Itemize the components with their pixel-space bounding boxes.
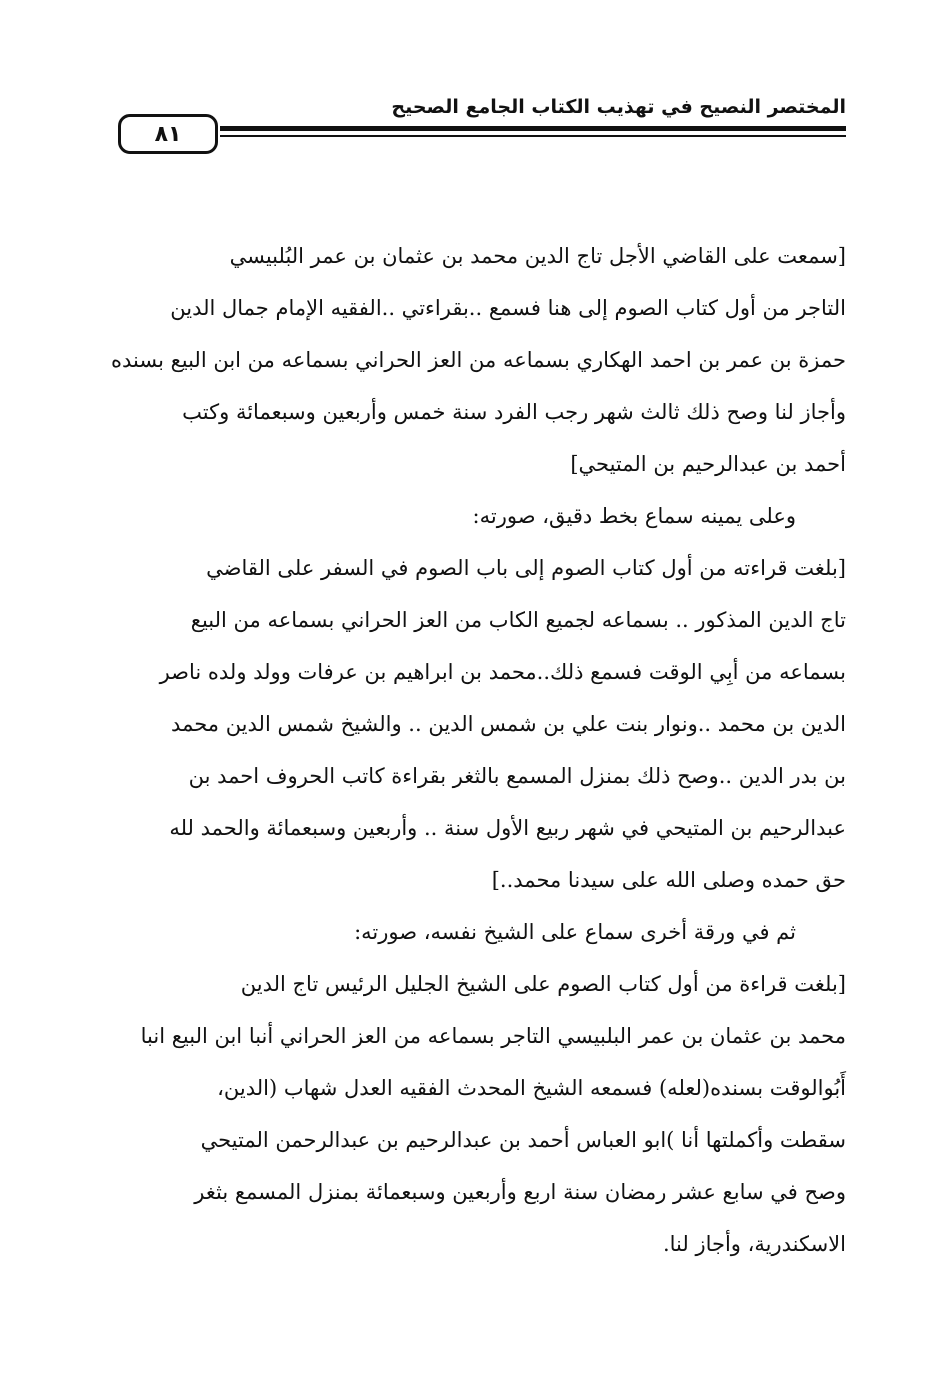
text-line: تاج الدين المذكور .. بسماعه لجميع الكاب من العز الحراني بسماعه من البيع — [190, 608, 846, 632]
page-number-box — [118, 114, 218, 154]
text-line: حق حمده وصلى الله على سيدنا محمد..] — [491, 868, 846, 892]
text-line: سقطت وأكملتها أنا )ابو العباس أحمد بن عبدالرحيم بن عبدالرحمن المتيحي — [200, 1128, 846, 1152]
text-line: أحمد بن عبدالرحيم بن المتيحي] — [570, 452, 846, 476]
page-body — [110, 230, 846, 1270]
text-line: التاجر من أول كتاب الصوم إلى هنا فسمع ..بقراءتي ..الفقيه الإمام جمال الدين — [170, 296, 846, 320]
page-header — [114, 96, 846, 166]
text-line: الاسكندرية، وأجاز لنا. — [662, 1232, 846, 1256]
text-line: وصح في سابع عشر رمضان سنة اربع وأربعين وسبعمائة بمنزل المسمع بثغر — [194, 1180, 846, 1204]
text-line: [بلغت قراءة من أول كتاب الصوم على الشيخ الجليل الرئيس تاج الدين — [240, 972, 846, 996]
text-line: عبدالرحيم بن المتيحي في شهر ربيع الأول سنة .. وأربعين وسبعمائة والحمد لله — [169, 816, 846, 840]
text-line: وعلى يمينه سماع بخط دقيق، صورته: — [472, 504, 796, 528]
text-line: ثم في ورقة أخرى سماع على الشيخ نفسه، صورته: — [354, 920, 796, 944]
text-line: بسماعه من أبِي الوقت فسمع ذلك..محمد بن ابراهيم بن عرفات وولد ولده ناصر — [159, 660, 846, 684]
text-line: [سمعت على القاضي الأجل تاج الدين محمد بن عثمان بن عمر البُلبيسي — [229, 244, 846, 268]
text-line: بن بدر الدين ..وصح ذلك بمنزل المسمع بالثغر بقراءة كاتب الحروف احمد بن — [188, 764, 846, 788]
text-line: وأجاز لنا وصح ذلك ثالث شهر رجب الفرد سنة خمس وأربعين وسبعمائة وكتب — [182, 400, 846, 424]
header-rule-thick — [220, 126, 846, 131]
text-line: الدين بن محمد ..ونوار بنت علي بن شمس الدين .. والشيخ شمس الدين محمد — [171, 712, 846, 736]
page-number: ٨١ — [154, 121, 182, 147]
text-line: [بلغت قراءته من أول كتاب الصوم إلى باب الصوم في السفر على القاضي — [206, 556, 846, 580]
book-title: المختصر النصيح في تهذيب الكتاب الجامع الصحيح — [391, 96, 846, 118]
text-line: أَبُوالوقت بسنده(لعله) فسمعه الشيخ المحدث الفقيه العدل شهاب (الدين، — [217, 1076, 846, 1100]
text-line: حمزة بن عمر بن احمد الهكاري بسماعه من العز الحراني بسماعه من ابن البيع بسنده — [110, 348, 846, 372]
text-line: محمد بن عثمان بن عمر البلبيسي التاجر بسماعه من العز الحراني أنبا ابن البيع انبا — [140, 1024, 846, 1048]
header-rule-thin — [220, 135, 846, 137]
